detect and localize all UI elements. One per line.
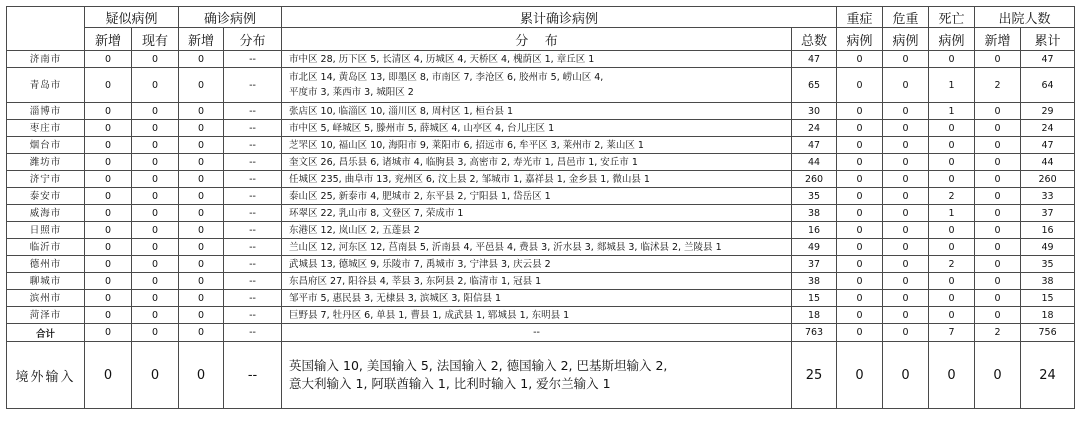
discharged-cumulative-cell: 64 xyxy=(1021,68,1075,103)
confirmed-distribution-cell: -- xyxy=(224,222,282,239)
suspected-new-cell: 0 xyxy=(85,137,132,154)
suspected-current-cell: 0 xyxy=(132,188,179,205)
suspected-new-cell: 0 xyxy=(85,342,132,409)
suspected-new-cell: 0 xyxy=(85,273,132,290)
total-cell: 18 xyxy=(792,307,837,324)
severe-cell: 0 xyxy=(837,342,883,409)
suspected-current-cell: 0 xyxy=(132,103,179,120)
suspected-current-cell: 0 xyxy=(132,51,179,68)
discharged-cumulative-cell: 16 xyxy=(1021,222,1075,239)
suspected-current-cell: 0 xyxy=(132,307,179,324)
severe-cell: 0 xyxy=(837,205,883,222)
discharged-new-cell: 0 xyxy=(975,205,1021,222)
city-cell: 德州市 xyxy=(7,256,85,273)
confirmed-distribution-cell: -- xyxy=(224,120,282,137)
critical-cell: 0 xyxy=(883,239,929,256)
confirmed-distribution-cell: -- xyxy=(224,239,282,256)
discharged-new-cell: 0 xyxy=(975,307,1021,324)
severe-cell: 0 xyxy=(837,51,883,68)
death-cell: 0 xyxy=(929,154,975,171)
discharged-new-cell: 0 xyxy=(975,290,1021,307)
suspected-current-cell: 0 xyxy=(132,171,179,188)
distribution-cell: 环翠区 22, 乳山市 8, 文登区 7, 荣成市 1 xyxy=(282,205,792,222)
confirmed-distribution-cell: -- xyxy=(224,51,282,68)
case-statistics-table xyxy=(6,6,1075,409)
suspected-current-cell: 0 xyxy=(132,205,179,222)
city-cell: 境外输入 xyxy=(7,342,85,409)
table-row xyxy=(7,51,1075,68)
suspected-new-cell: 0 xyxy=(85,68,132,103)
header-distribution: 分 布 xyxy=(282,28,792,51)
death-cell: 0 xyxy=(929,273,975,290)
suspected-new-cell: 0 xyxy=(85,256,132,273)
suspected-current-cell: 0 xyxy=(132,256,179,273)
death-cell: 0 xyxy=(929,307,975,324)
discharged-new-cell: 2 xyxy=(975,324,1021,342)
discharged-cumulative-cell: 49 xyxy=(1021,239,1075,256)
critical-cell: 0 xyxy=(883,256,929,273)
suspected-new-cell: 0 xyxy=(85,188,132,205)
table-row xyxy=(7,120,1075,137)
distribution-cell: 兰山区 12, 河东区 12, 莒南县 5, 沂南县 4, 平邑县 4, 费县 3, 沂水县 3, 郯城县 3, 临沭县 2, 兰陵县 1 xyxy=(282,239,792,256)
confirmed-distribution-cell: -- xyxy=(224,290,282,307)
confirmed-new-cell: 0 xyxy=(179,171,224,188)
discharged-cumulative-cell: 38 xyxy=(1021,273,1075,290)
city-cell: 菏泽市 xyxy=(7,307,85,324)
distribution-cell: 市中区 5, 峄城区 5, 滕州市 5, 薛城区 4, 山亭区 4, 台儿庄区 1 xyxy=(282,120,792,137)
discharged-new-cell: 0 xyxy=(975,222,1021,239)
city-cell: 日照市 xyxy=(7,222,85,239)
discharged-cumulative-cell: 33 xyxy=(1021,188,1075,205)
critical-cell: 0 xyxy=(883,120,929,137)
suspected-current-cell: 0 xyxy=(132,137,179,154)
severe-cell: 0 xyxy=(837,120,883,137)
death-cell: 0 xyxy=(929,239,975,256)
header-discharged-cumulative: 累计 xyxy=(1021,28,1075,51)
header-confirmed-distribution: 分布 xyxy=(224,28,282,51)
distribution-cell: 邹平市 5, 惠民县 3, 无棣县 3, 滨城区 3, 阳信县 1 xyxy=(282,290,792,307)
total-cell: 38 xyxy=(792,205,837,222)
city-cell: 济宁市 xyxy=(7,171,85,188)
critical-cell: 0 xyxy=(883,205,929,222)
city-cell: 聊城市 xyxy=(7,273,85,290)
discharged-new-cell: 0 xyxy=(975,120,1021,137)
suspected-new-cell: 0 xyxy=(85,239,132,256)
city-cell: 泰安市 xyxy=(7,188,85,205)
distribution-cell: -- xyxy=(282,324,792,342)
overseas-row xyxy=(7,342,1075,409)
critical-cell: 0 xyxy=(883,137,929,154)
total-cell: 65 xyxy=(792,68,837,103)
suspected-current-cell: 0 xyxy=(132,222,179,239)
total-cell: 38 xyxy=(792,273,837,290)
death-cell: 0 xyxy=(929,120,975,137)
death-cell: 2 xyxy=(929,256,975,273)
total-cell: 37 xyxy=(792,256,837,273)
confirmed-new-cell: 0 xyxy=(179,103,224,120)
table-row xyxy=(7,171,1075,188)
distribution-cell: 东昌府区 27, 阳谷县 4, 莘县 3, 东阿县 2, 临清市 1, 冠县 1 xyxy=(282,273,792,290)
discharged-cumulative-cell: 15 xyxy=(1021,290,1075,307)
confirmed-new-cell: 0 xyxy=(179,154,224,171)
distribution-cell: 英国输入 10, 美国输入 5, 法国输入 2, 德国输入 2, 巴基斯坦输入 2, 意大利输入 1, 阿联酋输入 1, 比利时输入 1, 爱尔兰输入 1 xyxy=(282,342,792,409)
critical-cell: 0 xyxy=(883,222,929,239)
table-row xyxy=(7,290,1075,307)
discharged-cumulative-cell: 47 xyxy=(1021,137,1075,154)
severe-cell: 0 xyxy=(837,256,883,273)
distribution-cell: 武城县 13, 德城区 9, 乐陵市 7, 禹城市 3, 宁津县 3, 庆云县 2 xyxy=(282,256,792,273)
severe-cell: 0 xyxy=(837,137,883,154)
table-row xyxy=(7,68,1075,103)
confirmed-new-cell: 0 xyxy=(179,239,224,256)
total-cell: 30 xyxy=(792,103,837,120)
distribution-cell: 任城区 235, 曲阜市 13, 兖州区 6, 汶上县 2, 邹城市 1, 嘉祥县 1, 金乡县 1, 微山县 1 xyxy=(282,171,792,188)
suspected-new-cell: 0 xyxy=(85,307,132,324)
critical-cell: 0 xyxy=(883,290,929,307)
death-cell: 0 xyxy=(929,342,975,409)
total-cell: 24 xyxy=(792,120,837,137)
critical-cell: 0 xyxy=(883,342,929,409)
table-row xyxy=(7,103,1075,120)
total-row xyxy=(7,324,1075,342)
confirmed-new-cell: 0 xyxy=(179,307,224,324)
header-severe: 重症 xyxy=(837,7,883,28)
table-row xyxy=(7,222,1075,239)
city-cell: 济南市 xyxy=(7,51,85,68)
critical-cell: 0 xyxy=(883,171,929,188)
severe-cell: 0 xyxy=(837,154,883,171)
confirmed-distribution-cell: -- xyxy=(224,205,282,222)
header-suspected-current: 现有 xyxy=(132,28,179,51)
city-cell: 潍坊市 xyxy=(7,154,85,171)
severe-cell: 0 xyxy=(837,103,883,120)
table-row xyxy=(7,154,1075,171)
death-cell: 0 xyxy=(929,290,975,307)
confirmed-distribution-cell: -- xyxy=(224,307,282,324)
confirmed-new-cell: 0 xyxy=(179,342,224,409)
header-discharged-new: 新增 xyxy=(975,28,1021,51)
suspected-current-cell: 0 xyxy=(132,273,179,290)
critical-cell: 0 xyxy=(883,51,929,68)
table-row xyxy=(7,307,1075,324)
confirmed-new-cell: 0 xyxy=(179,205,224,222)
discharged-cumulative-cell: 260 xyxy=(1021,171,1075,188)
header-confirmed: 确诊病例 xyxy=(179,7,282,28)
severe-cell: 0 xyxy=(837,188,883,205)
discharged-cumulative-cell: 29 xyxy=(1021,103,1075,120)
city-cell: 滨州市 xyxy=(7,290,85,307)
critical-cell: 0 xyxy=(883,154,929,171)
city-cell: 枣庄市 xyxy=(7,120,85,137)
confirmed-distribution-cell: -- xyxy=(224,103,282,120)
header-confirmed-new: 新增 xyxy=(179,28,224,51)
critical-cell: 0 xyxy=(883,273,929,290)
city-cell: 合计 xyxy=(7,324,85,342)
confirmed-new-cell: 0 xyxy=(179,51,224,68)
total-cell: 35 xyxy=(792,188,837,205)
table-row xyxy=(7,273,1075,290)
city-cell: 威海市 xyxy=(7,205,85,222)
death-cell: 0 xyxy=(929,222,975,239)
confirmed-distribution-cell: -- xyxy=(224,256,282,273)
confirmed-new-cell: 0 xyxy=(179,273,224,290)
death-cell: 2 xyxy=(929,188,975,205)
confirmed-distribution-cell: -- xyxy=(224,171,282,188)
suspected-current-cell: 0 xyxy=(132,154,179,171)
distribution-cell: 市北区 14, 黄岛区 13, 即墨区 8, 市南区 7, 李沧区 6, 胶州市 5, 崂山区 4, 平度市 3, 莱西市 3, 城阳区 2 xyxy=(282,68,792,103)
confirmed-new-cell: 0 xyxy=(179,222,224,239)
critical-cell: 0 xyxy=(883,103,929,120)
total-cell: 25 xyxy=(792,342,837,409)
header-total: 总数 xyxy=(792,28,837,51)
confirmed-distribution-cell: -- xyxy=(224,188,282,205)
total-cell: 47 xyxy=(792,51,837,68)
confirmed-new-cell: 0 xyxy=(179,68,224,103)
discharged-cumulative-cell: 24 xyxy=(1021,342,1075,409)
suspected-new-cell: 0 xyxy=(85,171,132,188)
severe-cell: 0 xyxy=(837,171,883,188)
suspected-new-cell: 0 xyxy=(85,51,132,68)
critical-cell: 0 xyxy=(883,307,929,324)
critical-cell: 0 xyxy=(883,324,929,342)
suspected-new-cell: 0 xyxy=(85,222,132,239)
discharged-new-cell: 0 xyxy=(975,137,1021,154)
suspected-current-cell: 0 xyxy=(132,68,179,103)
death-cell: 1 xyxy=(929,205,975,222)
confirmed-distribution-cell: -- xyxy=(224,137,282,154)
discharged-new-cell: 0 xyxy=(975,256,1021,273)
discharged-cumulative-cell: 18 xyxy=(1021,307,1075,324)
header-cumulative: 累计确诊病例 xyxy=(282,7,837,28)
city-cell: 临沂市 xyxy=(7,239,85,256)
header-suspected: 疑似病例 xyxy=(85,7,179,28)
header-death: 死亡 xyxy=(929,7,975,28)
suspected-current-cell: 0 xyxy=(132,342,179,409)
discharged-cumulative-cell: 35 xyxy=(1021,256,1075,273)
discharged-new-cell: 0 xyxy=(975,103,1021,120)
suspected-new-cell: 0 xyxy=(85,205,132,222)
discharged-new-cell: 2 xyxy=(975,68,1021,103)
severe-cell: 0 xyxy=(837,290,883,307)
confirmed-new-cell: 0 xyxy=(179,290,224,307)
confirmed-distribution-cell: -- xyxy=(224,273,282,290)
suspected-new-cell: 0 xyxy=(85,324,132,342)
severe-cell: 0 xyxy=(837,307,883,324)
discharged-new-cell: 0 xyxy=(975,154,1021,171)
header-suspected-new: 新增 xyxy=(85,28,132,51)
city-cell: 青岛市 xyxy=(7,68,85,103)
severe-cell: 0 xyxy=(837,239,883,256)
confirmed-distribution-cell: -- xyxy=(224,68,282,103)
total-cell: 44 xyxy=(792,154,837,171)
discharged-new-cell: 0 xyxy=(975,51,1021,68)
severe-cell: 0 xyxy=(837,324,883,342)
confirmed-distribution-cell: -- xyxy=(224,324,282,342)
table-row xyxy=(7,137,1075,154)
severe-cell: 0 xyxy=(837,68,883,103)
total-cell: 16 xyxy=(792,222,837,239)
suspected-current-cell: 0 xyxy=(132,239,179,256)
death-cell: 0 xyxy=(929,171,975,188)
table-row xyxy=(7,239,1075,256)
confirmed-new-cell: 0 xyxy=(179,324,224,342)
discharged-new-cell: 0 xyxy=(975,188,1021,205)
suspected-new-cell: 0 xyxy=(85,154,132,171)
total-cell: 49 xyxy=(792,239,837,256)
header-city xyxy=(7,7,85,51)
city-cell: 淄博市 xyxy=(7,103,85,120)
suspected-current-cell: 0 xyxy=(132,290,179,307)
discharged-cumulative-cell: 756 xyxy=(1021,324,1075,342)
confirmed-distribution-cell: -- xyxy=(224,342,282,409)
death-cell: 1 xyxy=(929,103,975,120)
discharged-cumulative-cell: 44 xyxy=(1021,154,1075,171)
distribution-cell: 东港区 12, 岚山区 2, 五莲县 2 xyxy=(282,222,792,239)
confirmed-new-cell: 0 xyxy=(179,120,224,137)
header-discharged: 出院人数 xyxy=(975,7,1075,28)
distribution-cell: 巨野县 7, 牡丹区 6, 单县 1, 曹县 1, 成武县 1, 郓城县 1, 东明县 1 xyxy=(282,307,792,324)
death-cell: 0 xyxy=(929,51,975,68)
critical-cell: 0 xyxy=(883,68,929,103)
severe-cell: 0 xyxy=(837,273,883,290)
suspected-new-cell: 0 xyxy=(85,290,132,307)
death-cell: 1 xyxy=(929,68,975,103)
table-row xyxy=(7,256,1075,273)
total-cell: 260 xyxy=(792,171,837,188)
distribution-cell: 奎文区 26, 昌乐县 6, 诸城市 4, 临朐县 3, 高密市 2, 寿光市 1, 昌邑市 1, 安丘市 1 xyxy=(282,154,792,171)
total-cell: 47 xyxy=(792,137,837,154)
suspected-new-cell: 0 xyxy=(85,103,132,120)
header-critical: 危重 xyxy=(883,7,929,28)
discharged-cumulative-cell: 47 xyxy=(1021,51,1075,68)
city-cell: 烟台市 xyxy=(7,137,85,154)
confirmed-new-cell: 0 xyxy=(179,188,224,205)
discharged-new-cell: 0 xyxy=(975,342,1021,409)
discharged-new-cell: 0 xyxy=(975,239,1021,256)
suspected-current-cell: 0 xyxy=(132,120,179,137)
death-cell: 7 xyxy=(929,324,975,342)
distribution-cell: 张店区 10, 临淄区 10, 淄川区 8, 周村区 1, 桓台县 1 xyxy=(282,103,792,120)
severe-cell: 0 xyxy=(837,222,883,239)
distribution-cell: 市中区 28, 历下区 5, 长清区 4, 历城区 4, 天桥区 4, 槐荫区 1, 章丘区 1 xyxy=(282,51,792,68)
discharged-new-cell: 0 xyxy=(975,171,1021,188)
distribution-cell: 泰山区 25, 新泰市 4, 肥城市 2, 东平县 2, 宁阳县 1, 岱岳区 1 xyxy=(282,188,792,205)
table-row xyxy=(7,188,1075,205)
discharged-new-cell: 0 xyxy=(975,273,1021,290)
discharged-cumulative-cell: 37 xyxy=(1021,205,1075,222)
distribution-cell: 芝罘区 10, 福山区 10, 海阳市 9, 莱阳市 6, 招远市 6, 牟平区 3, 莱州市 2, 莱山区 1 xyxy=(282,137,792,154)
header-severe-case: 病例 xyxy=(837,28,883,51)
suspected-current-cell: 0 xyxy=(132,324,179,342)
death-cell: 0 xyxy=(929,137,975,154)
confirmed-new-cell: 0 xyxy=(179,137,224,154)
discharged-cumulative-cell: 24 xyxy=(1021,120,1075,137)
table-row xyxy=(7,205,1075,222)
header-critical-case: 病例 xyxy=(883,28,929,51)
header-death-case: 病例 xyxy=(929,28,975,51)
total-cell: 763 xyxy=(792,324,837,342)
confirmed-new-cell: 0 xyxy=(179,256,224,273)
total-cell: 15 xyxy=(792,290,837,307)
critical-cell: 0 xyxy=(883,188,929,205)
suspected-new-cell: 0 xyxy=(85,120,132,137)
confirmed-distribution-cell: -- xyxy=(224,154,282,171)
